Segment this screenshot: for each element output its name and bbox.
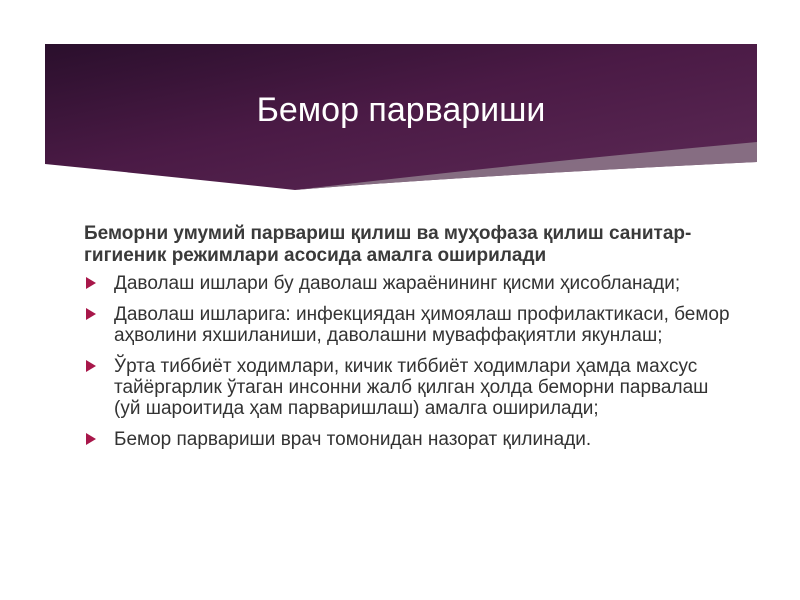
triangle-right-icon xyxy=(86,433,96,445)
bullet-item xyxy=(84,273,734,294)
lead-paragraph: Беморни умумий парвариш қилиш ва муҳофаза қилиш санитар-гигиеник режимлари асосида амалга оширилади xyxy=(84,223,692,266)
triangle-right-icon xyxy=(86,360,96,372)
bullet-text: Даволаш ишларига: инфекциядан ҳимоялаш профилактикаси, бемор аҳволини яхшиланиши, даволашни муваффақиятли якунлаш; xyxy=(114,304,730,346)
slide-title: Бемор парвариши xyxy=(256,91,546,129)
triangle-right-icon xyxy=(86,277,96,289)
title-banner xyxy=(45,44,757,190)
bullet-item xyxy=(84,356,734,419)
bullet-item xyxy=(84,429,734,450)
bullet-text: Даволаш ишлари бу даволаш жараёнининг қисми ҳисобланади; xyxy=(114,273,681,294)
triangle-right-icon xyxy=(86,308,96,320)
bullet-list xyxy=(84,273,734,450)
bullet-item xyxy=(84,304,734,346)
slide-content xyxy=(84,223,734,460)
bullet-text: Бемор парвариши врач томонидан назорат қилинади. xyxy=(114,429,592,450)
bullet-text: Ўрта тиббиёт ходимлари, кичик тиббиёт ходимлари ҳамда махсус тайёргарлик ўтаган инсонни жалб қилган ҳолда беморни парвалаш (уй шароитида ҳам парваришлаш) амалга оширилади; xyxy=(114,356,709,419)
